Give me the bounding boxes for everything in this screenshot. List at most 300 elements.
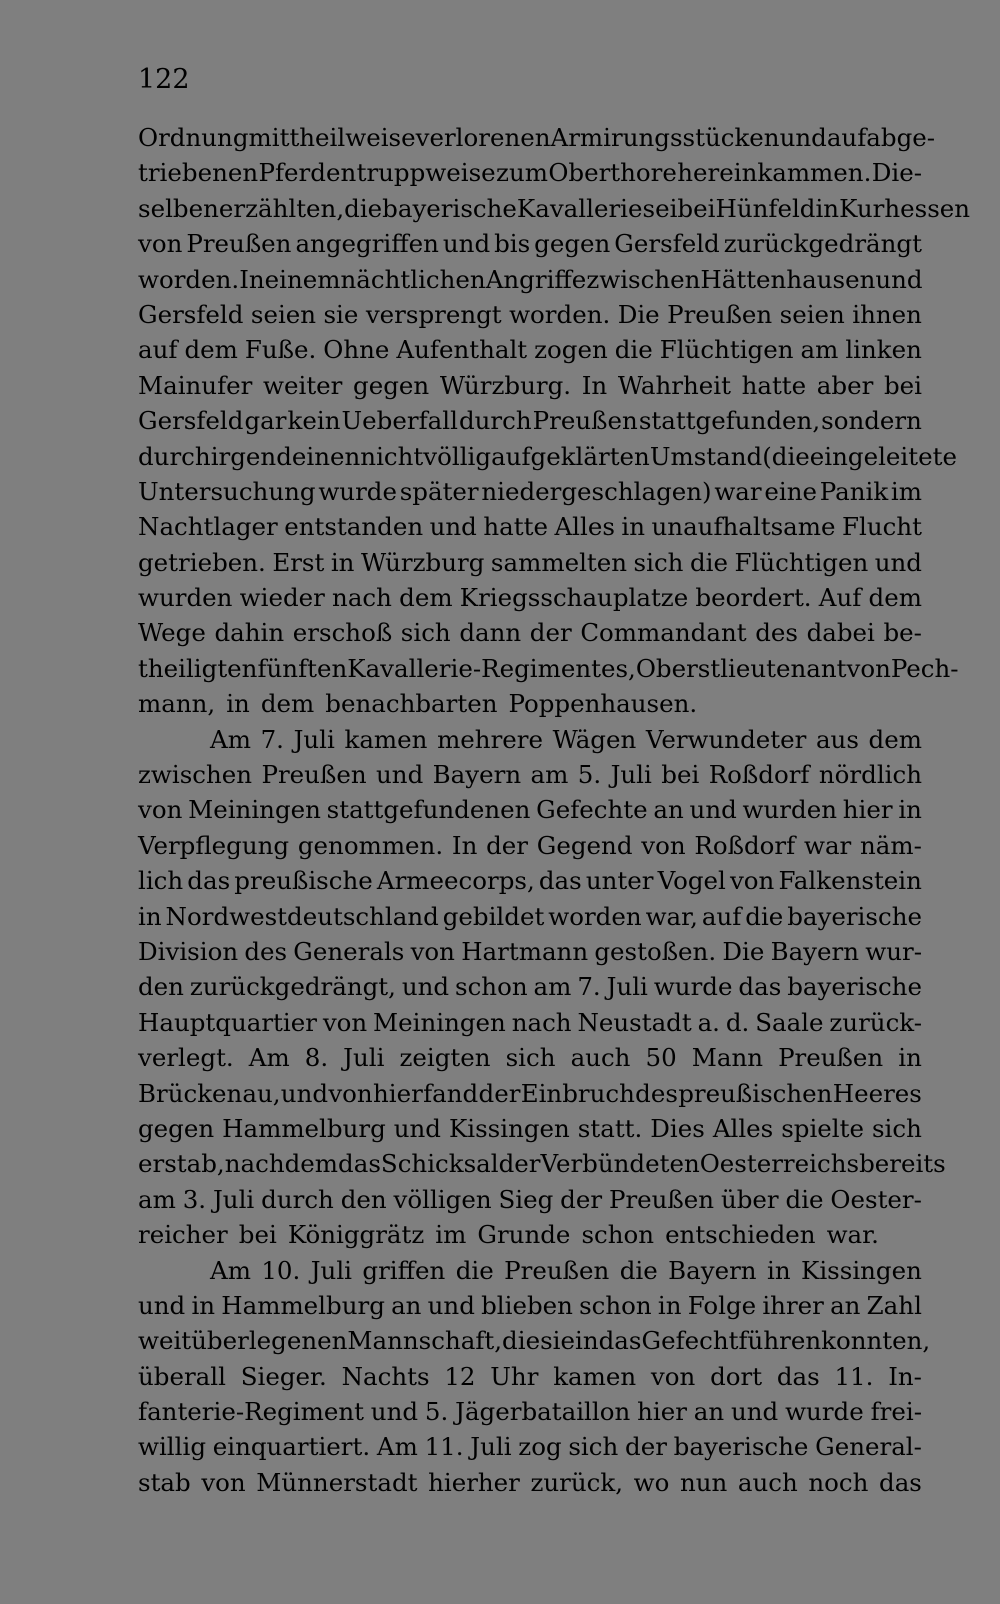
word: Hünfeld xyxy=(715,193,816,223)
word: stattgefunden, xyxy=(638,406,821,436)
word: beordert. xyxy=(695,583,812,613)
word: lich xyxy=(138,866,184,896)
word: und xyxy=(138,1290,186,1320)
word: stattgefundenen xyxy=(326,795,531,825)
word: Untersuchung xyxy=(138,476,316,506)
word: gebildet xyxy=(442,901,545,931)
word: Kissingen xyxy=(801,1255,922,1285)
word: von xyxy=(328,1078,373,1108)
word: wur- xyxy=(865,936,922,966)
word: ab, xyxy=(186,1149,225,1179)
word: Wahrheit xyxy=(617,370,731,400)
word: die xyxy=(619,1255,658,1285)
word: 11. xyxy=(424,1432,464,1462)
word: Gefecht xyxy=(641,1326,739,1356)
word: und xyxy=(376,760,424,790)
word: ihrer xyxy=(762,1290,824,1320)
word: Erst xyxy=(272,547,325,577)
word: In xyxy=(581,370,608,400)
word: Hammelburg xyxy=(221,1290,385,1320)
word: hier xyxy=(372,1078,423,1108)
word: nach xyxy=(511,1007,572,1037)
word: das xyxy=(187,866,231,896)
word: hereinkammen. xyxy=(677,158,872,188)
word: eingeleitete xyxy=(809,441,957,471)
word: die xyxy=(455,1255,494,1285)
word: Schicksal xyxy=(380,1149,499,1179)
word: an xyxy=(830,1290,861,1320)
word: Alles xyxy=(712,1113,774,1143)
word: Gersfeld xyxy=(138,406,244,436)
word: nördlich xyxy=(818,760,922,790)
word: Preußen xyxy=(532,406,638,436)
page-number: 122 xyxy=(138,64,190,95)
word: völligen xyxy=(393,1184,492,1214)
word: wurde xyxy=(318,476,397,506)
word: blieben xyxy=(481,1290,573,1320)
word: Sieger. xyxy=(240,1361,327,1391)
word: Dies xyxy=(650,1113,705,1143)
word: war, xyxy=(645,901,698,931)
word: Die xyxy=(722,936,765,966)
word: angegriffen xyxy=(295,229,439,259)
word: Flucht xyxy=(842,512,922,542)
text-line xyxy=(138,439,957,474)
word: Bayern xyxy=(668,1255,757,1285)
word: irgend xyxy=(210,441,292,471)
word: Panik xyxy=(819,476,889,506)
word: in xyxy=(657,1290,682,1320)
word: Am xyxy=(248,1043,290,1073)
word: und xyxy=(730,1397,779,1427)
text-line xyxy=(138,651,959,686)
text-line xyxy=(138,1288,922,1323)
word: selben xyxy=(138,193,219,223)
text-line xyxy=(138,1146,946,1181)
word: in xyxy=(226,689,250,719)
word: worden. xyxy=(509,299,611,329)
text-line xyxy=(138,474,922,509)
word: das xyxy=(738,972,782,1002)
text-line xyxy=(138,1323,931,1358)
text-line xyxy=(138,545,922,580)
word: Preußen xyxy=(667,299,773,329)
word: 50 xyxy=(645,1043,677,1073)
word: Auf xyxy=(818,583,862,613)
word: sie xyxy=(540,1326,575,1356)
word: über xyxy=(720,1184,779,1214)
word: niedergeschlagen) xyxy=(481,476,712,506)
word: Kissingen xyxy=(448,1113,570,1143)
text-line xyxy=(138,580,922,615)
word: in xyxy=(898,795,922,825)
word: bei xyxy=(238,1220,277,1250)
word: die xyxy=(344,193,383,223)
word: mehrere xyxy=(437,724,544,754)
word: Kurhessen xyxy=(839,193,971,223)
word: bei xyxy=(661,760,700,790)
word: Poppenhausen. xyxy=(508,689,698,719)
word: preußische xyxy=(234,866,373,896)
word: In xyxy=(451,830,478,860)
word: Preußen xyxy=(504,1255,610,1285)
word: a. xyxy=(697,1007,720,1037)
word: verlegt. xyxy=(138,1043,234,1073)
text-line xyxy=(138,969,922,1004)
word: 10. xyxy=(261,1255,301,1285)
word: und xyxy=(401,972,450,1002)
word: zurückgedrängt, xyxy=(189,972,396,1002)
text-line xyxy=(138,155,922,190)
word: Wege xyxy=(138,618,206,648)
text-line xyxy=(138,509,922,544)
word: gestoßen. xyxy=(594,936,717,966)
word: von xyxy=(650,1361,696,1391)
word: truppweise xyxy=(356,158,496,188)
word: Am xyxy=(210,724,251,754)
word: durch xyxy=(261,1184,334,1214)
word: gegen xyxy=(353,370,430,400)
word: wurden xyxy=(742,795,837,825)
word: sammelten xyxy=(490,547,628,577)
word: und xyxy=(874,547,922,577)
word: Gersfeld xyxy=(138,299,244,329)
word: wurde xyxy=(653,972,733,1002)
word: Kriegsschauplatze xyxy=(459,583,689,613)
word: den xyxy=(138,972,184,1002)
word: 11. xyxy=(834,1361,874,1391)
body-text xyxy=(138,120,971,1500)
word: von xyxy=(322,1007,368,1037)
text-line xyxy=(138,226,922,261)
word: Pech- xyxy=(890,653,959,683)
word: später xyxy=(399,476,479,506)
word: Die- xyxy=(871,158,922,188)
word: kein xyxy=(287,406,341,436)
word: stab xyxy=(138,1467,191,1497)
word: konnten, xyxy=(821,1326,931,1356)
word: Bayern xyxy=(770,936,860,966)
word: einen xyxy=(291,441,361,471)
word: Division xyxy=(138,936,239,966)
word: seien xyxy=(250,299,317,329)
word: d. xyxy=(725,1007,750,1037)
word: bayerische xyxy=(673,1432,809,1462)
word: Preußen xyxy=(778,1043,884,1073)
text-line xyxy=(138,1429,922,1464)
word: Königgrätz xyxy=(287,1220,425,1250)
word: überall xyxy=(138,1361,226,1391)
word: abge- xyxy=(866,123,936,152)
word: die xyxy=(785,1184,824,1214)
word: dem xyxy=(399,583,453,613)
word: nachdem xyxy=(224,1149,339,1179)
word: war xyxy=(714,476,762,506)
word: in xyxy=(575,1326,599,1356)
word: das xyxy=(598,1326,642,1356)
word: versprengt xyxy=(365,299,502,329)
word: zwischen xyxy=(138,760,253,790)
text-line xyxy=(138,686,922,721)
word: Flüchtigen xyxy=(659,335,794,365)
word: war xyxy=(803,830,852,860)
text-line xyxy=(138,792,922,827)
word: Uhr xyxy=(490,1361,539,1391)
word: die xyxy=(614,335,653,365)
word: Mann xyxy=(691,1043,764,1073)
text-line xyxy=(138,615,922,650)
word: sie xyxy=(323,299,359,329)
word: Aufenthalt xyxy=(396,335,528,365)
word: dann xyxy=(459,618,522,648)
word: an xyxy=(391,1290,422,1320)
word: 5. xyxy=(577,760,602,790)
word: linken xyxy=(845,335,922,365)
word: dem xyxy=(868,724,922,754)
word: Gefechte xyxy=(536,795,648,825)
word: ihnen xyxy=(852,299,922,329)
word: gegen xyxy=(138,1113,215,1143)
word: aus xyxy=(815,724,859,754)
word: dort xyxy=(710,1361,763,1391)
word: 7. xyxy=(577,972,601,1002)
word: zum xyxy=(496,158,548,188)
word: erzählten, xyxy=(218,193,345,223)
word: Gersfeld xyxy=(614,229,720,259)
word: Oesterreichs xyxy=(699,1149,860,1179)
word: unter xyxy=(585,866,654,896)
word: be- xyxy=(883,618,922,648)
word: bayerische xyxy=(382,193,517,223)
text-line xyxy=(138,757,922,792)
word: sich xyxy=(871,1113,922,1143)
word: hierher xyxy=(428,1467,520,1497)
word: fand xyxy=(423,1078,479,1108)
word: hatte xyxy=(741,370,807,400)
word: 3. xyxy=(182,1184,207,1214)
word: der xyxy=(478,1078,521,1108)
word: von xyxy=(641,830,686,860)
word: Heeres xyxy=(832,1078,922,1108)
word: führen xyxy=(738,1326,822,1356)
word: am xyxy=(138,1184,176,1214)
word: Juli xyxy=(610,760,652,790)
word: Roßdorf xyxy=(694,830,796,860)
word: sich xyxy=(400,618,451,648)
word: weiter xyxy=(263,370,343,400)
word: an xyxy=(653,795,684,825)
word: den xyxy=(340,1184,387,1214)
text-line xyxy=(138,1076,922,1111)
word: Falkenstein xyxy=(778,866,922,896)
word: dahin xyxy=(214,618,285,648)
word: einem xyxy=(264,264,341,294)
word: Münnerstadt xyxy=(256,1467,418,1497)
word: und xyxy=(370,1397,419,1427)
word: entschieden xyxy=(665,1220,816,1250)
word: nächtlichen xyxy=(340,264,486,294)
word: In- xyxy=(888,1361,922,1391)
word: Grunde xyxy=(477,1220,571,1250)
word: die xyxy=(745,901,784,931)
word: Bayern xyxy=(432,760,522,790)
word: Kavallerie xyxy=(516,193,643,223)
word: Fuße. xyxy=(244,335,317,365)
word: auf xyxy=(138,335,178,365)
word: nicht xyxy=(360,441,424,471)
word: der xyxy=(560,1184,603,1214)
word: Wägen xyxy=(552,724,637,754)
word: worden xyxy=(548,901,642,931)
word: nun xyxy=(679,1467,728,1497)
word: Angriffe xyxy=(485,264,587,294)
word: erschoß xyxy=(292,618,393,648)
word: in xyxy=(330,547,355,577)
word: nach xyxy=(332,583,392,613)
word: näm- xyxy=(860,830,922,860)
word: Jägerbataillon xyxy=(455,1397,631,1427)
word: erst xyxy=(138,1149,187,1179)
word: die xyxy=(689,547,728,577)
word: frei- xyxy=(870,1397,922,1427)
word: bereits xyxy=(859,1149,946,1179)
word: das xyxy=(538,866,582,896)
word: schon xyxy=(579,1290,652,1320)
word: zeigten xyxy=(399,1043,491,1073)
word: auch xyxy=(737,1467,798,1497)
word: 7. xyxy=(260,724,284,754)
word: getrieben. xyxy=(138,547,266,577)
word: und xyxy=(429,512,477,542)
word: Armirungsstücken xyxy=(550,123,780,152)
word: dem xyxy=(184,335,238,365)
text-line xyxy=(138,1359,922,1394)
word: durch xyxy=(458,406,532,436)
word: zogen xyxy=(534,335,608,365)
word: willig xyxy=(138,1432,206,1462)
word: Vogel xyxy=(657,866,726,896)
word: hatte xyxy=(483,512,548,542)
word: Zahl xyxy=(866,1290,922,1320)
word: seien xyxy=(779,299,845,329)
word: bayerische xyxy=(787,972,922,1002)
word: Pferden xyxy=(258,158,357,188)
word: der xyxy=(498,1149,541,1179)
word: Meiningen xyxy=(188,795,321,825)
word: Verbündeten xyxy=(540,1149,700,1179)
word: und xyxy=(689,795,737,825)
word: Commandant xyxy=(580,618,747,648)
word: die xyxy=(502,1326,541,1356)
word: und xyxy=(427,1290,475,1320)
word: Ordnung xyxy=(138,123,249,152)
word: (die xyxy=(762,441,810,471)
word: verlorenen xyxy=(415,123,551,152)
text-line xyxy=(138,1040,922,1075)
word: in xyxy=(767,1255,791,1285)
word: Hauptquartier xyxy=(138,1007,317,1037)
word: Oberthore xyxy=(548,158,677,188)
word: triebenen xyxy=(138,158,259,188)
word: des xyxy=(244,936,288,966)
word: kamen xyxy=(344,724,428,754)
word: am xyxy=(530,760,569,790)
word: und xyxy=(875,264,923,294)
text-line xyxy=(138,191,971,226)
word: zurück- xyxy=(829,1007,922,1037)
text-line xyxy=(138,899,922,934)
word: reicher xyxy=(138,1220,228,1250)
word: spielte xyxy=(781,1113,864,1143)
word: der xyxy=(486,830,529,860)
word: war. xyxy=(826,1220,879,1250)
word: noch xyxy=(808,1467,869,1497)
text-line xyxy=(138,1465,922,1500)
word: an xyxy=(693,1397,725,1427)
word: mann, xyxy=(138,689,216,719)
word: Hammelburg xyxy=(222,1113,386,1143)
word: Die xyxy=(617,299,660,329)
word: Sieg xyxy=(498,1184,554,1214)
word: auf xyxy=(701,901,742,931)
word: Mainufer xyxy=(138,370,253,400)
word: Verwundeter xyxy=(645,724,807,754)
word: fünften xyxy=(257,653,348,683)
word: 5. xyxy=(424,1397,449,1427)
word: in xyxy=(191,1290,216,1320)
word: Hartmann xyxy=(461,936,589,966)
word: zwischen xyxy=(586,264,701,294)
word: von xyxy=(410,936,455,966)
word: Nachts xyxy=(341,1361,430,1391)
word: wurde xyxy=(785,1397,864,1427)
word: durch xyxy=(138,441,211,471)
word: dabei xyxy=(806,618,875,648)
text-line xyxy=(138,1217,922,1252)
word: bayerische xyxy=(787,901,922,931)
text-line xyxy=(138,403,922,438)
word: hier xyxy=(842,795,893,825)
text-line xyxy=(138,828,922,863)
word: zurück, xyxy=(530,1467,624,1497)
word: das xyxy=(338,1149,381,1179)
word: überlegenen xyxy=(191,1326,348,1356)
word: und xyxy=(280,1078,329,1108)
word: gegen xyxy=(534,229,611,259)
word: Ohne xyxy=(323,335,390,365)
word: Umstand xyxy=(649,441,763,471)
word: Mannschaft, xyxy=(347,1326,503,1356)
word: im xyxy=(435,1220,467,1250)
word: das xyxy=(776,1361,820,1391)
word: der xyxy=(625,1432,667,1462)
word: und xyxy=(779,123,827,152)
word: das xyxy=(879,1467,922,1497)
word: benachbarten xyxy=(325,689,498,719)
word: wurden xyxy=(138,583,233,613)
word: Würzburg. xyxy=(439,370,572,400)
word: entstanden xyxy=(284,512,424,542)
word: schon xyxy=(581,1220,655,1250)
word: Neustadt xyxy=(577,1007,692,1037)
word: in xyxy=(815,193,840,223)
word: Juli xyxy=(212,1184,255,1214)
word: Gegend xyxy=(536,830,633,860)
word: der xyxy=(529,618,572,648)
word: Oberstlieutenant xyxy=(635,653,847,683)
word: dem xyxy=(868,583,922,613)
text-line xyxy=(138,297,922,332)
